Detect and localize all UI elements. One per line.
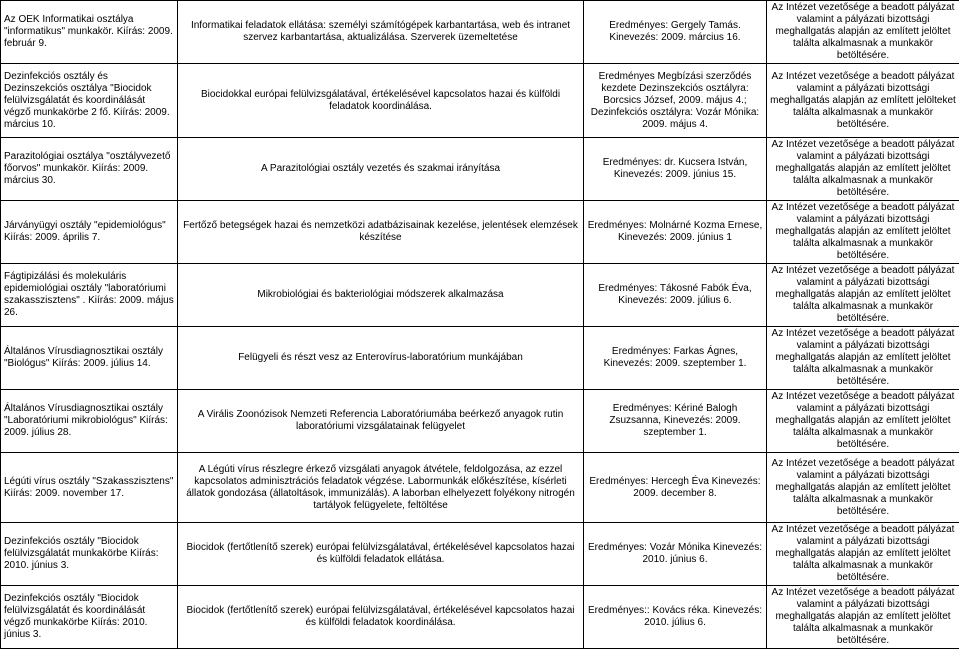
tasks-cell — [178, 523, 584, 586]
tasks-text: Mikrobiológiai és bakteriológiai módszerek alkalmazása — [181, 289, 580, 301]
result-cell — [584, 138, 767, 201]
result-cell — [584, 586, 767, 649]
note-cell — [767, 453, 959, 523]
table-row — [1, 390, 959, 453]
tasks-text: A Légúti vírus részlegre érkező vizsgálati anyagok átvétele, feldolgozása, az ezzel kapcsolatos adminisztrációs feladatok végzése. Labormunkák előkészítése, kísérleti állatok gondozása (állatoltások, immunizálás). A laborban elhelyezett folyékony nitrogén tartályok felügyelete, feltöltése — [181, 464, 580, 512]
result-text: Eredményes Megbízási szerződés kezdete Dezinszekciós osztályra: Borcsics József, 2009. május 4.; Dezinfekciós osztályra: Vozár Mónika: 2009. május 4. — [587, 71, 763, 131]
table-row — [1, 1, 959, 64]
note-cell — [767, 390, 959, 453]
position-text: Általános Vírusdiagnosztikai osztály "Biológus" Kiírás: 2009. július 14. — [4, 346, 174, 370]
table-row — [1, 453, 959, 523]
note-text: Az Intézet vezetősége a beadott pályázat valamint a pályázati bizottsági meghallgatás alapján az említett jelöltet találta alkalmasnak a munkakör betöltésére. — [770, 328, 956, 388]
result-text: Eredményes:: Kovács réka. Kinevezés: 2010. július 6. — [587, 605, 763, 629]
position-text: Járványügyi osztály "epidemiológus" Kiírás: 2009. április 7. — [4, 220, 174, 244]
position-text: Dezinfekciós osztály "Biocidok felülvizsgálatát munkakörbe Kiírás: 2010. június 3. — [4, 536, 174, 572]
position-cell — [1, 201, 178, 264]
tasks-cell — [178, 201, 584, 264]
position-cell — [1, 523, 178, 586]
table-row — [1, 586, 959, 649]
tasks-text: Biocidok (fertőtlenítő szerek) európai felülvizsgálatával, értékelésével kapcsolatos hazai és külföldi feladatok koordinálása. — [181, 605, 580, 629]
note-cell — [767, 201, 959, 264]
note-text: Az Intézet vezetősége a beadott pályázat valamint a pályázati bizottsági meghallgatás alapján az említett jelöltet találta alkalmasnak a munkakör betöltésére. — [770, 139, 956, 199]
tasks-cell — [178, 264, 584, 327]
result-text: Eredményes: Hercegh Éva Kinevezés: 2009. december 8. — [587, 476, 763, 500]
table-row — [1, 523, 959, 586]
note-cell — [767, 138, 959, 201]
position-text: Dezinfekciós osztály "Biocidok felülvizsgálatát és koordinálását végző munkakörbe Kiírás: 2010. június 3. — [4, 593, 174, 641]
position-text: Az OEK Informatikai osztálya "informatikus" munkakör. Kiírás: 2009. február 9. — [4, 14, 174, 50]
tasks-text: Biocidok (fertőtlenítő szerek) európai felülvizsgálatával, értékelésével kapcsolatos hazai és külföldi feladatok ellátása. — [181, 542, 580, 566]
result-cell — [584, 327, 767, 390]
tasks-cell — [178, 1, 584, 64]
table-row — [1, 264, 959, 327]
note-text: Az Intézet vezetősége a beadott pályázat valamint a pályázati bizottsági meghallgatás alapján az említett jelöltet találta alkalmasnak a munkakör betöltésére. — [770, 587, 956, 647]
result-cell — [584, 453, 767, 523]
note-cell — [767, 523, 959, 586]
result-cell — [584, 523, 767, 586]
position-cell — [1, 327, 178, 390]
note-text: Az Intézet vezetősége a beadott pályázat valamint a pályázati bizottsági meghallgatás alapján az említett jelöltet találta alkalmasnak a munkakör betöltésére. — [770, 202, 956, 262]
result-cell — [584, 390, 767, 453]
position-text: Légúti vírus osztály "Szakasszisztens" Kiírás: 2009. november 17. — [4, 476, 174, 500]
result-cell — [584, 201, 767, 264]
tasks-cell — [178, 138, 584, 201]
table-row — [1, 64, 959, 138]
tasks-text: Felügyeli és részt vesz az Enterovírus-laboratórium munkájában — [181, 352, 580, 364]
result-text: Eredményes: Farkas Ágnes, Kinevezés: 2009. szeptember 1. — [587, 346, 763, 370]
position-text: Dezinfekciós osztály és Dezinszekciós osztálya "Biocidok felülvizsgálatát és koordinálását végző munkakörbe 2 fő. Kiírás: 2009. március 10. — [4, 71, 174, 131]
position-cell — [1, 264, 178, 327]
note-cell — [767, 327, 959, 390]
tasks-cell — [178, 327, 584, 390]
result-cell — [584, 264, 767, 327]
position-cell — [1, 453, 178, 523]
result-text: Eredményes: dr. Kucsera István, Kinevezés: 2009. június 15. — [587, 157, 763, 181]
result-text: Eredményes: Tákosné Fabók Éva, Kinevezés: 2009. július 6. — [587, 283, 763, 307]
tasks-text: Fertőző betegségek hazai és nemzetközi adatbázisainak kezelése, jelentések elemzések készítése — [181, 220, 580, 244]
tasks-cell — [178, 453, 584, 523]
result-text: Eredményes: Gergely Tamás. Kinevezés: 2009. március 16. — [587, 20, 763, 44]
position-text: Parazitológiai osztálya "osztályvezető főorvos" munkakör. Kiírás: 2009. március 30. — [4, 151, 174, 187]
result-cell — [584, 64, 767, 138]
note-cell — [767, 586, 959, 649]
result-text: Eredményes: Kériné Balogh Zsuzsanna, Kinevezés: 2009. szeptember 1. — [587, 403, 763, 439]
position-cell — [1, 138, 178, 201]
table-row — [1, 138, 959, 201]
tasks-cell — [178, 64, 584, 138]
note-text: Az Intézet vezetősége a beadott pályázat valamint a pályázati bizottsági meghallgatás alapján az említett jelöltet találta alkalmasnak a munkakör betöltésére. — [770, 2, 956, 62]
note-text: Az Intézet vezetősége a beadott pályázat valamint a pályázati bizottsági meghallgatás alapján az említett jelöltet találta alkalmasnak a munkakör betöltésére. — [770, 391, 956, 451]
tasks-text: A Parazitológiai osztály vezetés és szakmai irányítása — [181, 163, 580, 175]
position-text: Általános Vírusdiagnosztikai osztály "Laboratóriumi mikrobiológus" Kiírás: 2009. július 28. — [4, 403, 174, 439]
result-text: Eredményes: Molnárné Kozma Ernese, Kinevezés: 2009. június 1 — [587, 220, 763, 244]
note-text: Az Intézet vezetősége a beadott pályázat valamint a pályázati bizottsági meghallgatás alapján az említett jelöltet találta alkalmasnak a munkakör betöltésére. — [770, 524, 956, 584]
note-text: Az Intézet vezetősége a beadott pályázat valamint a pályázati bizottsági meghallgatás alapján az említett jelöltet találta alkalmasnak a munkakör betöltésére. — [770, 458, 956, 518]
note-cell — [767, 1, 959, 64]
note-text: Az Intézet vezetősége a beadott pályázat valamint a pályázati bizottsági meghallgatás alapján az említett jelöltet találta alkalmasnak a munkakör betöltésére. — [770, 265, 956, 325]
tasks-text: Informatikai feladatok ellátása: személyi számítógépek karbantartása, web és intranet szervez karbantartása, aktualizálása. Szerverek üzemeltetése — [181, 20, 580, 44]
table-row — [1, 327, 959, 390]
result-cell — [584, 1, 767, 64]
position-cell — [1, 586, 178, 649]
note-cell — [767, 264, 959, 327]
note-cell — [767, 64, 959, 138]
tasks-cell — [178, 390, 584, 453]
tasks-text: A Virális Zoonózisok Nemzeti Referencia Laboratóriumába beérkező anyagok rutin laboratóriumi vizsgálatainak felügyelet — [181, 409, 580, 433]
tasks-cell — [178, 586, 584, 649]
tasks-text: Biocidokkal európai felülvizsgálatával, értékelésével kapcsolatos hazai és külföldi feladatok koordinálása. — [181, 89, 580, 113]
result-text: Eredményes: Vozár Mónika Kinevezés: 2010. június 6. — [587, 542, 763, 566]
position-cell — [1, 1, 178, 64]
table-row — [1, 201, 959, 264]
position-text: Fágtipizálási és molekuláris epidemiológiai osztály "laboratóriumi szakasszisztens" . Kiírás: 2009. május 26. — [4, 271, 174, 319]
note-text: Az Intézet vezetősége a beadott pályázat valamint a pályázati bizottsági meghallgatás alapján az említett jelölteket találta alkalmasnak a munkakör betöltésére. — [770, 71, 956, 131]
position-cell — [1, 64, 178, 138]
position-cell — [1, 390, 178, 453]
